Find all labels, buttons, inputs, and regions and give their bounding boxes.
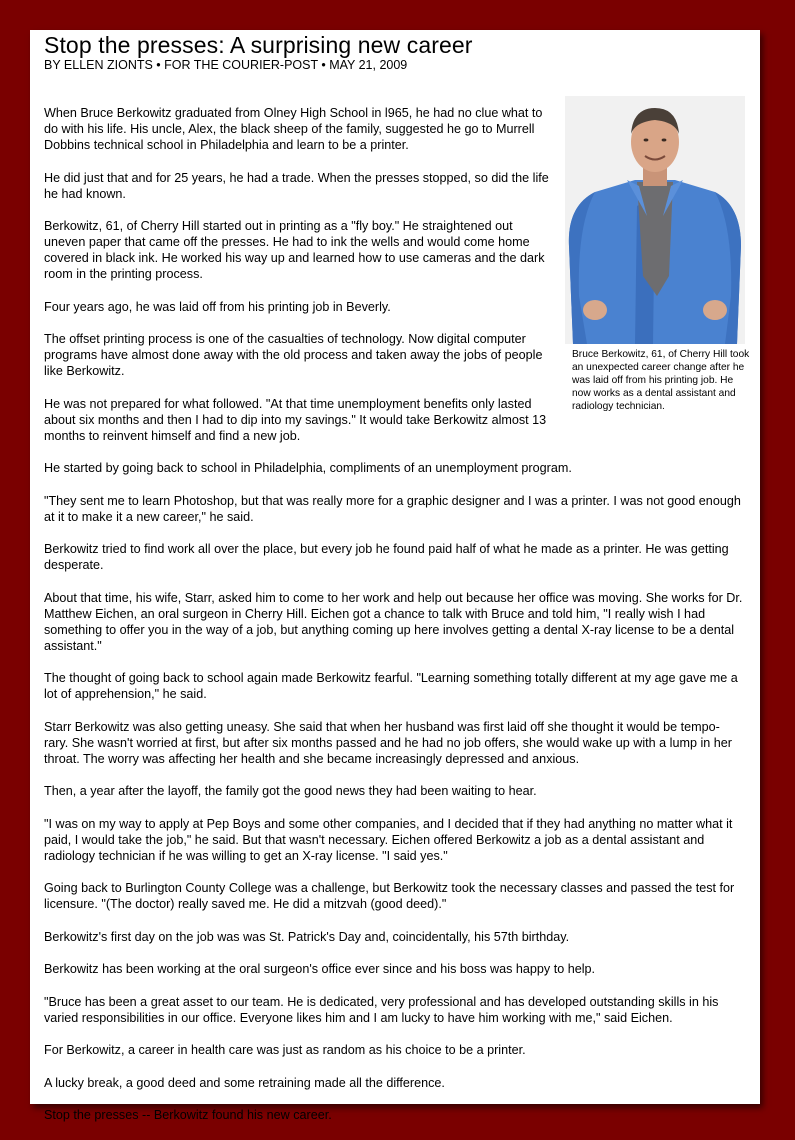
article-paragraph: Berkowitz, 61, of Cherry Hill started out in printing as a "fly boy." He straightened out uneven paper that came off the presses. He had to ink the wells and would come home covered in black ink. He worked his way up and learned how to use cameras and the dark room in the printing process. — [44, 219, 545, 281]
article-page — [30, 30, 760, 1122]
article-paragraph: The offset printing process is one of the casualties of technology. Now digital computer programs have almost done away with the old process and taken away the jobs of people like Berkowitz. — [44, 332, 543, 378]
article-paragraph: The thought of going back to school again made Berkowitz fearful. "Learning something totally different at my age gave me a lot of apprehension," he said. — [44, 671, 738, 701]
article-paragraph: For Berkowitz, a career in health care was just as random as his choice to be a printer. — [44, 1043, 526, 1057]
article-paragraph: Starr Berkowitz was also getting uneasy. She said that when her husband was first laid off she thought it would be tempo-rary. She wasn't worried at first, but after six months passed and he had no job offers, she would wake up with a lump in her throat. The worry was affecting her health and she became increasingly depressed and anxious. — [44, 719, 732, 766]
article-paragraph: Going back to Burlington County College was a challenge, but Berkowitz took the necessary classes and passed the test for licensure. "(The doctor) really saved me. He did a mitzvah (good deed)." — [44, 881, 735, 911]
article-paragraph: Berkowitz tried to find work all over the place, but every job he found paid half of what he made as a printer. He was getting desperate. — [44, 542, 729, 572]
article-byline: BY ELLEN ZIONTS • FOR THE COURIER-POST • MAY 21, 2009 — [44, 58, 408, 72]
article-paragraph: "They sent me to learn Photoshop, but that was really more for a graphic designer and I was a printer. I was not good enough at it to make it a new career," he said. — [44, 493, 741, 524]
article-paragraph: He started by going back to school in Philadelphia, compliments of an unemployment program. — [44, 461, 572, 475]
article-headline: Stop the presses: A surprising new career — [44, 32, 473, 58]
article-paragraph: He was not prepared for what followed. "At that time unemployment benefits only lasted about six months and then I had to dip into my savings." It would take Berkowitz almost 13 months to reinvent himself and find a new job. — [44, 396, 547, 443]
article-paragraph: When Bruce Berkowitz graduated from Olney High School in l965, he had no clue what to do with his life. His uncle, Alex, the black sheep of the family, suggested he go to Murrell Dobbins technical school in Philadelphia and learn to be a printer. — [44, 106, 543, 152]
article-paragraph: "Bruce has been a great asset to our team. He is dedicated, very professional and has developed outstanding skills in his varied responsibilities in our office. Everyone likes him and I am lucky to have him working with me," said Eichen. — [44, 994, 719, 1025]
article-paragraph: Berkowitz has been working at the oral surgeon's office ever since and his boss was happy to help. — [44, 962, 596, 976]
article-paragraph: "I was on my way to apply at Pep Boys and some other companies, and I decided that if they had anything no matter what it paid, I would take the job," he said. But that wasn't necessary. Eichen offered Berkowitz a job as a dental assistant and radiology technician if he was willing to get an X-ray license. "I said yes." — [44, 816, 733, 863]
article-body — [44, 105, 744, 1140]
article-paragraph: A lucky break, a good deed and some retraining made all the difference. — [44, 1075, 445, 1090]
article-paragraph: He did just that and for 25 years, he had a trade. When the presses stopped, so did the life he had known. — [44, 170, 549, 201]
article-paragraph: Stop the presses -- Berkowitz found his new career. — [44, 1108, 332, 1122]
article-paragraph: Four years ago, he was laid off from his printing job in Beverly. — [44, 299, 391, 314]
article-paragraph: Berkowitz's first day on the job was was St. Patrick's Day and, coincidentally, his 57th birthday. — [44, 929, 570, 944]
article-paragraph: About that time, his wife, Starr, asked him to come to her work and help out because her office was moving. She works for Dr. Matthew Eichen, an oral surgeon in Cherry Hill. Eichen got a chance to talk with Bruce and told him, "I really wish I had something to offer you in the way of a job, but anything coming up here involves getting a dental X-ray license to be a dental assistant." — [44, 590, 743, 653]
photo-caption: Bruce Berkowitz, 61, of Cherry Hill took an unexpected career change after he was laid off from his printing job. He now works as a dental assistant and radiology technician. — [572, 349, 750, 412]
article-paragraph: Then, a year after the layoff, the family got the good news they had been waiting to hear. — [44, 784, 537, 798]
